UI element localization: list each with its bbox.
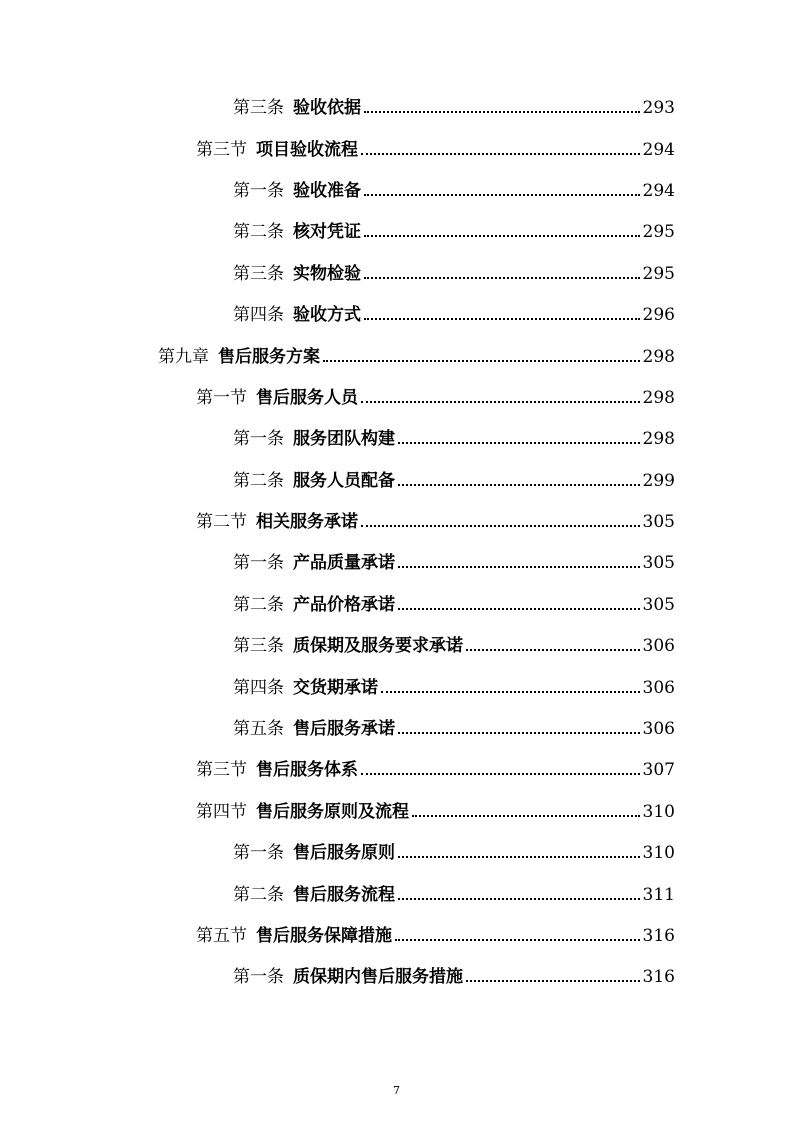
toc-entry-number: 第二条: [233, 594, 284, 615]
toc-entry: [0, 129, 793, 170]
toc-entry-number: 第二节: [196, 512, 247, 533]
toc-entry: [0, 171, 793, 212]
toc-entry-link[interactable]: [233, 307, 675, 324]
toc-entry-page: 293: [642, 98, 675, 119]
toc-entry-number: 第四条: [233, 305, 284, 326]
toc-entry-link[interactable]: [233, 638, 675, 655]
toc-entry-link[interactable]: [158, 346, 675, 367]
toc-entry-page: 307: [642, 760, 675, 781]
dot-leader: [398, 565, 640, 568]
toc-entry-number: 第四节: [196, 801, 247, 822]
toc-entry: [0, 792, 793, 833]
toc-entry-title: 售后服务保障措施: [256, 926, 392, 946]
toc-entry-page: 310: [642, 843, 675, 864]
dot-leader: [398, 897, 640, 900]
toc-entry-title: 服务团队构建: [293, 429, 395, 450]
toc-entry-title: 项目验收流程: [256, 139, 358, 160]
toc-entry-title: 核对凭证: [293, 222, 361, 243]
toc-entry-link[interactable]: [196, 801, 675, 822]
page-number: 7: [393, 1084, 400, 1097]
toc-entry-link[interactable]: [233, 431, 675, 448]
toc-entry-title: 服务人员配备: [293, 470, 395, 491]
toc-entry: [0, 626, 793, 667]
dot-leader: [361, 524, 640, 527]
toc-entry-link[interactable]: [233, 263, 675, 284]
toc-entry-number: 第一条: [233, 967, 284, 988]
toc-entry: [0, 88, 793, 129]
dot-leader: [361, 400, 640, 403]
toc-entry: [0, 585, 793, 626]
dot-leader: [466, 979, 640, 982]
dot-leader: [381, 690, 640, 693]
toc-entry-title: 产品质量承诺: [293, 553, 395, 574]
toc-entry-page: 305: [642, 594, 675, 615]
toc-entry-title: 售后服务承诺: [293, 719, 395, 740]
dot-leader: [398, 441, 640, 444]
toc-entry-page: 306: [642, 636, 675, 657]
toc-entry-number: 第一节: [196, 387, 247, 408]
dot-leader: [364, 234, 640, 237]
toc-entry-number: 第二条: [233, 470, 284, 491]
toc-entry-number: 第四条: [233, 677, 284, 698]
dot-leader: [398, 855, 640, 858]
toc-entry-number: 第一条: [233, 180, 284, 201]
toc-entry-title: 交货期承诺: [293, 677, 378, 698]
toc-entry-link[interactable]: [196, 139, 675, 160]
toc-entry-number: 第三节: [196, 760, 247, 781]
toc-entry-page: 311: [642, 884, 675, 905]
toc-entry: [0, 336, 793, 377]
toc-entry-page: 305: [642, 553, 675, 574]
toc-entry-title: 售后服务原则: [293, 843, 395, 864]
dot-leader: [398, 483, 640, 486]
toc-entry-number: 第三条: [233, 636, 284, 657]
toc-entry-title: 验收方式: [293, 305, 361, 326]
toc-entry-page: 295: [642, 222, 675, 243]
toc-entry-number: 第三条: [233, 98, 284, 119]
toc-entry-title: 售后服务体系: [256, 760, 358, 781]
toc-entry: [0, 461, 793, 502]
toc-entry: [0, 212, 793, 253]
toc-entry-title: 质保期内售后服务措施: [293, 967, 463, 988]
dot-leader: [398, 607, 640, 610]
toc-entry-title: 验收依据: [293, 98, 361, 119]
toc-entry-number: 第三节: [196, 139, 247, 160]
toc-entry-link[interactable]: [233, 100, 675, 117]
toc-entry-number: 第一条: [233, 429, 284, 450]
dot-leader: [395, 938, 640, 941]
dot-leader: [364, 276, 640, 279]
toc-entry-page: 310: [642, 801, 675, 822]
toc-entry-title: 验收准备: [293, 180, 361, 201]
toc-entry: [0, 709, 793, 750]
toc-entry-link[interactable]: [233, 677, 675, 698]
toc-entry-link[interactable]: [233, 594, 675, 615]
toc-entry-page: 295: [642, 263, 675, 284]
toc-entry: [0, 254, 793, 295]
toc-entry-link[interactable]: [196, 928, 675, 945]
toc-entry-page: 316: [642, 967, 675, 988]
toc-entry-link[interactable]: [233, 845, 675, 862]
toc-entry-link[interactable]: [233, 180, 675, 201]
toc-entry: [0, 874, 793, 915]
toc-entry-number: 第一条: [233, 553, 284, 574]
toc-entry-page: 296: [642, 305, 675, 326]
toc-entry-number: 第五条: [233, 719, 284, 740]
toc-entry-number: 第二条: [233, 884, 284, 905]
toc-entry-link[interactable]: [233, 721, 675, 738]
toc-entry-title: 质保期及服务要求承诺: [293, 636, 463, 657]
toc-entry: [0, 957, 793, 998]
table-of-contents: [0, 88, 793, 999]
toc-entry-title: 售后服务原则及流程: [256, 801, 409, 822]
toc-entry-title: 售后服务方案: [218, 346, 320, 367]
dot-leader: [361, 772, 640, 775]
toc-entry-page: 306: [642, 719, 675, 740]
toc-entry: [0, 419, 793, 460]
toc-entry: [0, 667, 793, 708]
dot-leader: [364, 110, 640, 113]
toc-entry: [0, 502, 793, 543]
dot-leader: [412, 814, 640, 817]
toc-entry-number: 第一条: [233, 843, 284, 864]
toc-entry-link[interactable]: [233, 884, 675, 905]
toc-entry: [0, 378, 793, 419]
toc-entry: [0, 295, 793, 336]
toc-entry-link[interactable]: [233, 224, 675, 241]
toc-entry: [0, 833, 793, 874]
toc-entry-page: 294: [642, 180, 675, 201]
dot-leader: [361, 152, 640, 155]
toc-entry-link[interactable]: [196, 762, 675, 779]
toc-entry-page: 298: [642, 429, 675, 450]
toc-entry-number: 第二条: [233, 222, 284, 243]
toc-entry-number: 第九章: [158, 346, 209, 367]
toc-entry-link[interactable]: [196, 387, 675, 408]
toc-entry-title: 售后服务流程: [293, 884, 395, 905]
toc-entry-title: 实物检验: [293, 263, 361, 284]
dot-leader: [466, 648, 640, 651]
toc-entry-page: 306: [642, 677, 675, 698]
toc-entry-link[interactable]: [233, 555, 675, 572]
toc-entry-page: 316: [642, 926, 675, 946]
dot-leader: [364, 193, 640, 196]
toc-entry: [0, 543, 793, 584]
toc-entry-title: 售后服务人员: [256, 387, 358, 408]
toc-entry-page: 299: [642, 470, 675, 491]
toc-entry-page: 305: [642, 512, 675, 533]
toc-entry-link[interactable]: [196, 514, 675, 531]
dot-leader: [398, 731, 640, 734]
toc-entry-number: 第三条: [233, 263, 284, 284]
toc-entry: [0, 750, 793, 791]
toc-entry-page: 294: [642, 139, 675, 160]
toc-entry-page: 298: [642, 346, 675, 367]
toc-entry: [0, 916, 793, 957]
toc-entry-number: 第五节: [196, 926, 247, 946]
toc-entry-title: 相关服务承诺: [256, 512, 358, 533]
toc-entry-link[interactable]: [233, 969, 675, 986]
toc-entry-page: 298: [642, 387, 675, 408]
toc-entry-title: 产品价格承诺: [293, 594, 395, 615]
dot-leader: [364, 317, 640, 320]
toc-entry-link[interactable]: [233, 470, 675, 491]
dot-leader: [323, 359, 640, 362]
